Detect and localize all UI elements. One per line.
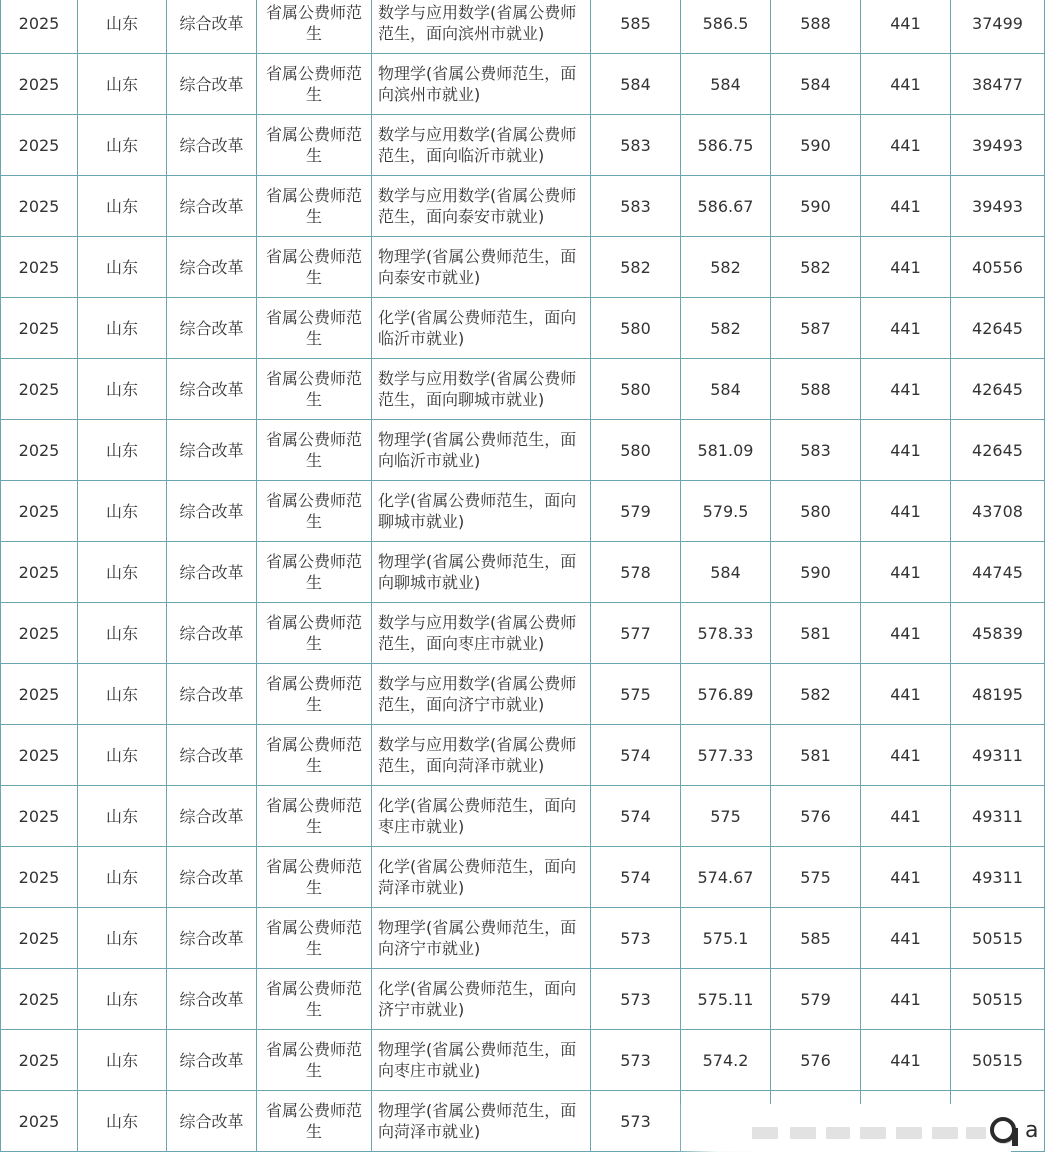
cell-year: 2025 xyxy=(1,0,78,54)
cell-max-score: 582 xyxy=(771,664,861,725)
cell-control-line: 441 xyxy=(861,1030,951,1091)
cell-batch: 省属公费师范生 xyxy=(257,847,372,908)
cell-subject-type: 综合改革 xyxy=(167,969,257,1030)
cell-province: 山东 xyxy=(78,420,167,481)
cell-max-score: 588 xyxy=(771,359,861,420)
cell-min-score: 574 xyxy=(591,725,681,786)
cell-year: 2025 xyxy=(1,359,78,420)
cell-major: 化学(省属公费师范生，面向济宁市就业) xyxy=(372,969,591,1030)
cell-control-line: 441 xyxy=(861,115,951,176)
cell-major: 化学(省属公费师范生，面向枣庄市就业) xyxy=(372,786,591,847)
cell-major: 物理学(省属公费师范生，面向菏泽市就业) xyxy=(372,1091,591,1152)
cell-subject-type: 综合改革 xyxy=(167,908,257,969)
table-row xyxy=(1,176,1045,237)
cell-max-score: 585 xyxy=(771,908,861,969)
cell-min-rank: 38477 xyxy=(951,54,1045,115)
table-row xyxy=(1,847,1045,908)
cell-subject-type: 综合改革 xyxy=(167,237,257,298)
cell-batch: 省属公费师范生 xyxy=(257,359,372,420)
cell-control-line: 441 xyxy=(861,847,951,908)
table-row xyxy=(1,969,1045,1030)
cell-year: 2025 xyxy=(1,725,78,786)
cell-major: 化学(省属公费师范生，面向聊城市就业) xyxy=(372,481,591,542)
cell-min-score: 573 xyxy=(591,969,681,1030)
cell-control-line: 441 xyxy=(861,664,951,725)
cell-control-line: 441 xyxy=(861,359,951,420)
cell-max-score: 590 xyxy=(771,176,861,237)
cell-min-score: 574 xyxy=(591,786,681,847)
cell-year: 2025 xyxy=(1,542,78,603)
cell-min-score: 577 xyxy=(591,603,681,664)
cell-avg-score: 578.33 xyxy=(681,603,771,664)
cell-batch: 省属公费师范生 xyxy=(257,908,372,969)
cell-batch: 省属公费师范生 xyxy=(257,54,372,115)
cell-min-rank: 40556 xyxy=(951,237,1045,298)
cell-subject-type: 综合改革 xyxy=(167,786,257,847)
cell-control-line: 441 xyxy=(861,298,951,359)
table-row xyxy=(1,725,1045,786)
cell-avg-score: 584 xyxy=(681,54,771,115)
cell-min-score: 580 xyxy=(591,359,681,420)
cell-min-rank: 39493 xyxy=(951,176,1045,237)
cell-min-score: 573 xyxy=(591,1091,681,1152)
cell-min-rank: 50515 xyxy=(951,969,1045,1030)
cell-province: 山东 xyxy=(78,115,167,176)
cell-min-rank: 42645 xyxy=(951,359,1045,420)
cell-control-line: 441 xyxy=(861,0,951,54)
cell-year: 2025 xyxy=(1,298,78,359)
cell-max-score: 584 xyxy=(771,54,861,115)
cell-major: 物理学(省属公费师范生，面向枣庄市就业) xyxy=(372,1030,591,1091)
cell-max-score: 579 xyxy=(771,969,861,1030)
watermark-dash xyxy=(896,1127,922,1139)
cell-province: 山东 xyxy=(78,847,167,908)
cell-subject-type: 综合改革 xyxy=(167,1030,257,1091)
cell-avg-score: 582 xyxy=(681,237,771,298)
cell-avg-score: 577.33 xyxy=(681,725,771,786)
cell-control-line: 441 xyxy=(861,969,951,1030)
table-row xyxy=(1,1030,1045,1091)
cell-batch: 省属公费师范生 xyxy=(257,0,372,54)
cell-max-score: 575 xyxy=(771,847,861,908)
cell-control-line: 441 xyxy=(861,420,951,481)
cell-province: 山东 xyxy=(78,176,167,237)
cell-subject-type: 综合改革 xyxy=(167,115,257,176)
cell-subject-type: 综合改革 xyxy=(167,542,257,603)
cell-year: 2025 xyxy=(1,237,78,298)
cell-year: 2025 xyxy=(1,115,78,176)
cell-subject-type: 综合改革 xyxy=(167,603,257,664)
cell-subject-type: 综合改革 xyxy=(167,1091,257,1152)
cell-year: 2025 xyxy=(1,1030,78,1091)
cell-min-score: 583 xyxy=(591,115,681,176)
cell-batch: 省属公费师范生 xyxy=(257,725,372,786)
cell-batch: 省属公费师范生 xyxy=(257,176,372,237)
cell-min-score: 573 xyxy=(591,1030,681,1091)
cell-control-line: 441 xyxy=(861,786,951,847)
cell-major: 数学与应用数学(省属公费师范生，面向滨州市就业) xyxy=(372,0,591,54)
cell-major: 数学与应用数学(省属公费师范生，面向菏泽市就业) xyxy=(372,725,591,786)
cell-max-score: 580 xyxy=(771,481,861,542)
cell-year: 2025 xyxy=(1,420,78,481)
table-row xyxy=(1,664,1045,725)
table-row xyxy=(1,603,1045,664)
cell-subject-type: 综合改革 xyxy=(167,176,257,237)
cell-batch: 省属公费师范生 xyxy=(257,420,372,481)
table-row xyxy=(1,481,1045,542)
cell-province: 山东 xyxy=(78,54,167,115)
cell-control-line: 441 xyxy=(861,54,951,115)
cell-control-line: 441 xyxy=(861,908,951,969)
table-row xyxy=(1,237,1045,298)
cell-avg-score: 581.09 xyxy=(681,420,771,481)
cell-batch: 省属公费师范生 xyxy=(257,1030,372,1091)
cell-max-score: 576 xyxy=(771,1030,861,1091)
cell-min-score: 582 xyxy=(591,237,681,298)
cell-subject-type: 综合改革 xyxy=(167,359,257,420)
cell-control-line: 441 xyxy=(861,237,951,298)
cell-min-score: 575 xyxy=(591,664,681,725)
cell-year: 2025 xyxy=(1,847,78,908)
cell-subject-type: 综合改革 xyxy=(167,298,257,359)
watermark-dash xyxy=(966,1127,986,1139)
cell-province: 山东 xyxy=(78,1030,167,1091)
cell-avg-score: 575.11 xyxy=(681,969,771,1030)
cell-max-score: 590 xyxy=(771,115,861,176)
cell-max-score: 582 xyxy=(771,237,861,298)
table-body xyxy=(1,0,1045,1152)
cell-min-score: 574 xyxy=(591,847,681,908)
cell-province: 山东 xyxy=(78,908,167,969)
cell-batch: 省属公费师范生 xyxy=(257,969,372,1030)
cell-major: 化学(省属公费师范生，面向菏泽市就业) xyxy=(372,847,591,908)
cell-min-score: 580 xyxy=(591,298,681,359)
cell-major: 数学与应用数学(省属公费师范生，面向济宁市就业) xyxy=(372,664,591,725)
table-row xyxy=(1,115,1045,176)
cell-min-rank: 49311 xyxy=(951,725,1045,786)
table-row xyxy=(1,0,1045,54)
cell-batch: 省属公费师范生 xyxy=(257,603,372,664)
table-row xyxy=(1,420,1045,481)
cell-year: 2025 xyxy=(1,176,78,237)
cell-year: 2025 xyxy=(1,786,78,847)
cell-year: 2025 xyxy=(1,54,78,115)
cell-avg-score: 575.1 xyxy=(681,908,771,969)
cell-avg-score: 579.5 xyxy=(681,481,771,542)
cell-province: 山东 xyxy=(78,481,167,542)
cell-year: 2025 xyxy=(1,481,78,542)
cell-min-rank: 42645 xyxy=(951,298,1045,359)
cell-avg-score: 574.67 xyxy=(681,847,771,908)
watermark-glyph: a xyxy=(1025,1118,1039,1143)
cell-min-score: 579 xyxy=(591,481,681,542)
cell-avg-score: 576.89 xyxy=(681,664,771,725)
cell-control-line: 441 xyxy=(861,725,951,786)
cell-year: 2025 xyxy=(1,603,78,664)
cell-min-rank: 37499 xyxy=(951,0,1045,54)
cell-major: 物理学(省属公费师范生，面向济宁市就业) xyxy=(372,908,591,969)
table-row xyxy=(1,298,1045,359)
watermark-dash xyxy=(860,1127,886,1139)
cell-subject-type: 综合改革 xyxy=(167,847,257,908)
cell-province: 山东 xyxy=(78,542,167,603)
cell-year: 2025 xyxy=(1,1091,78,1152)
cell-min-rank: 50515 xyxy=(951,1030,1045,1091)
cell-province: 山东 xyxy=(78,359,167,420)
cell-max-score: 581 xyxy=(771,725,861,786)
cell-major: 数学与应用数学(省属公费师范生，面向临沂市就业) xyxy=(372,115,591,176)
cell-batch: 省属公费师范生 xyxy=(257,115,372,176)
cell-min-rank: 49311 xyxy=(951,786,1045,847)
cell-major: 物理学(省属公费师范生，面向聊城市就业) xyxy=(372,542,591,603)
cell-subject-type: 综合改革 xyxy=(167,664,257,725)
cell-avg-score: 582 xyxy=(681,298,771,359)
cell-min-score: 584 xyxy=(591,54,681,115)
cell-max-score: 581 xyxy=(771,603,861,664)
cell-batch: 省属公费师范生 xyxy=(257,1091,372,1152)
watermark-dash xyxy=(790,1127,816,1139)
cell-control-line: 441 xyxy=(861,481,951,542)
cell-batch: 省属公费师范生 xyxy=(257,664,372,725)
cell-avg-score: 584 xyxy=(681,359,771,420)
cell-min-rank: 45839 xyxy=(951,603,1045,664)
cell-batch: 省属公费师范生 xyxy=(257,237,372,298)
cell-control-line: 441 xyxy=(861,603,951,664)
cell-avg-score: 586.75 xyxy=(681,115,771,176)
cell-province: 山东 xyxy=(78,969,167,1030)
cell-subject-type: 综合改革 xyxy=(167,0,257,54)
cell-major: 物理学(省属公费师范生，面向泰安市就业) xyxy=(372,237,591,298)
cell-max-score: 588 xyxy=(771,0,861,54)
table-row xyxy=(1,542,1045,603)
cell-avg-score: 586.67 xyxy=(681,176,771,237)
cell-avg-score: 586.5 xyxy=(681,0,771,54)
cell-subject-type: 综合改革 xyxy=(167,54,257,115)
watermark-dash xyxy=(752,1127,778,1139)
cell-subject-type: 综合改革 xyxy=(167,420,257,481)
cell-batch: 省属公费师范生 xyxy=(257,786,372,847)
cell-min-score: 578 xyxy=(591,542,681,603)
cell-province: 山东 xyxy=(78,0,167,54)
cell-major: 数学与应用数学(省属公费师范生，面向枣庄市就业) xyxy=(372,603,591,664)
cell-major: 数学与应用数学(省属公费师范生，面向聊城市就业) xyxy=(372,359,591,420)
cell-control-line: 441 xyxy=(861,542,951,603)
cell-province: 山东 xyxy=(78,603,167,664)
cell-min-score: 573 xyxy=(591,908,681,969)
cell-province: 山东 xyxy=(78,298,167,359)
cell-subject-type: 综合改革 xyxy=(167,481,257,542)
cell-year: 2025 xyxy=(1,908,78,969)
cell-control-line: 441 xyxy=(861,176,951,237)
table-row xyxy=(1,908,1045,969)
cell-avg-score: 584 xyxy=(681,542,771,603)
cell-min-rank: 42645 xyxy=(951,420,1045,481)
cell-min-score: 585 xyxy=(591,0,681,54)
cell-subject-type: 综合改革 xyxy=(167,725,257,786)
cell-major: 物理学(省属公费师范生，面向临沂市就业) xyxy=(372,420,591,481)
cell-max-score: 583 xyxy=(771,420,861,481)
watermark-dash xyxy=(932,1127,958,1139)
cell-batch: 省属公费师范生 xyxy=(257,298,372,359)
watermark-logo-stem xyxy=(1012,1128,1018,1146)
cell-min-score: 583 xyxy=(591,176,681,237)
cell-year: 2025 xyxy=(1,969,78,1030)
cell-max-score: 590 xyxy=(771,542,861,603)
cell-major: 化学(省属公费师范生，面向临沂市就业) xyxy=(372,298,591,359)
cell-max-score: 587 xyxy=(771,298,861,359)
cell-province: 山东 xyxy=(78,725,167,786)
cell-min-rank: 43708 xyxy=(951,481,1045,542)
cell-min-rank: 39493 xyxy=(951,115,1045,176)
cell-year: 2025 xyxy=(1,664,78,725)
cell-major: 数学与应用数学(省属公费师范生，面向泰安市就业) xyxy=(372,176,591,237)
watermark-dash xyxy=(826,1127,850,1139)
cell-province: 山东 xyxy=(78,786,167,847)
cell-min-rank: 48195 xyxy=(951,664,1045,725)
table-row xyxy=(1,54,1045,115)
cell-province: 山东 xyxy=(78,237,167,298)
cell-max-score: 576 xyxy=(771,786,861,847)
cell-province: 山东 xyxy=(78,664,167,725)
table-row xyxy=(1,786,1045,847)
cell-avg-score: 574.2 xyxy=(681,1030,771,1091)
cell-major: 物理学(省属公费师范生，面向滨州市就业) xyxy=(372,54,591,115)
cell-min-rank: 50515 xyxy=(951,908,1045,969)
cell-min-rank: 44745 xyxy=(951,542,1045,603)
cell-avg-score: 575 xyxy=(681,786,771,847)
table-row xyxy=(1,359,1045,420)
cell-batch: 省属公费师范生 xyxy=(257,542,372,603)
cell-min-rank: 49311 xyxy=(951,847,1045,908)
cell-batch: 省属公费师范生 xyxy=(257,481,372,542)
cell-province: 山东 xyxy=(78,1091,167,1152)
cell-min-score: 580 xyxy=(591,420,681,481)
